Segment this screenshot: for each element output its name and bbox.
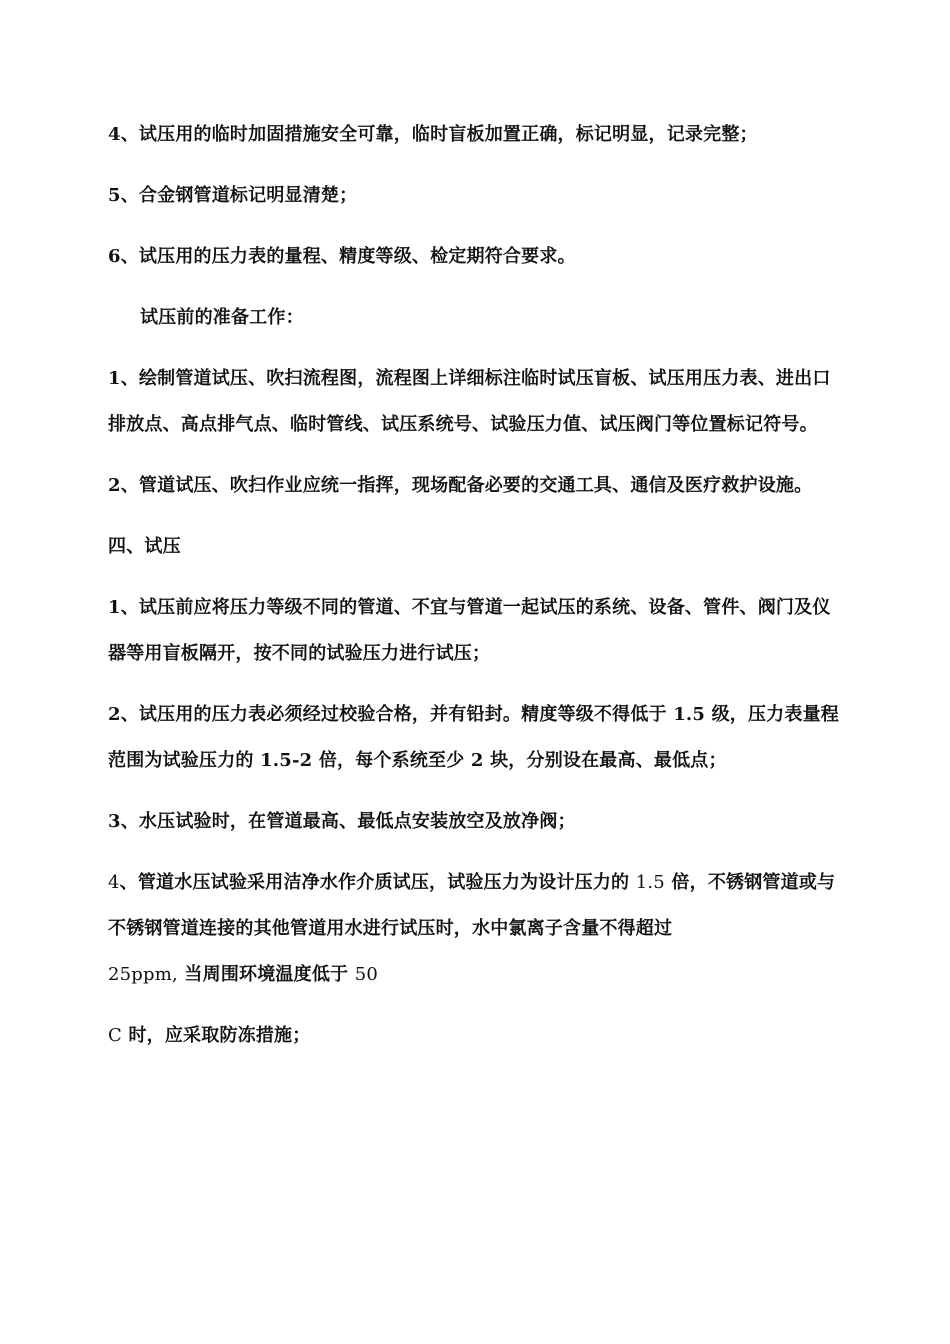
text-segment: 时，应采取防冻措施； — [121, 1025, 311, 1046]
prep-item-2-unified-command: 2、管道试压、吹扫作业应统一指挥，现场配备必要的交通工具、通信及医疗救护设施。 — [108, 475, 813, 496]
text-segment: 、管道水压试验采用洁净水作介质试压，试验压力为设计压力的 — [119, 872, 636, 893]
item-number: 4 — [108, 872, 120, 893]
test-item-4-hydrostatic-test — [108, 860, 844, 998]
section-heading-preparation: 试压前的准备工作： — [140, 307, 304, 328]
text-segment: 倍，不锈钢管道或与不锈钢管道连接的其他管道用水进行试压时，水中氯离子含量不得超过 — [108, 872, 836, 939]
test-item-4-continuation — [108, 1013, 844, 1059]
value-segment: 25ppm, — [108, 964, 178, 985]
test-item-1-isolation: 1、试压前应将压力等级不同的管道、不宜与管道一起试压的系统、设备、管件、阀门及仪器等用盲板隔开，按不同的试验压力进行试压； — [108, 597, 831, 664]
test-item-3-vent-drain-valves: 3、水压试验时，在管道最高、最低点安装放空及放净阀； — [108, 811, 576, 832]
item-4-temporary-reinforcement: 4、试压用的临时加固措施安全可靠，临时盲板加置正确，标记明显，记录完整； — [108, 124, 758, 145]
test-item-2-pressure-gauge: 2、试压用的压力表必须经过校验合格，并有铅封。精度等级不得低于 1.5 级，压力表量程范围为试验压力的 1.5-2 倍，每个系统至少 2 块，分别设在最高、最低点； — [108, 704, 839, 771]
value-segment: 1.5 — [635, 872, 665, 893]
item-5-alloy-steel-marking: 5、合金钢管道标记明显清楚； — [108, 185, 358, 206]
document-body — [108, 112, 844, 1074]
value-segment: C — [108, 1025, 122, 1046]
item-6-pressure-gauge-requirements: 6、试压用的压力表的量程、精度等级、检定期符合要求。 — [108, 246, 576, 267]
section-heading-pressure-test: 四、试压 — [108, 536, 181, 557]
value-segment: 50 — [354, 964, 378, 985]
text-segment: 当周围环境温度低于 — [177, 964, 355, 985]
prep-item-1-flow-diagram: 1、绘制管道试压、吹扫流程图，流程图上详细标注临时试压盲板、试压用压力表、进出口排放点、高点排气点、临时管线、试压系统号、试验压力值、试压阀门等位置标记符号。 — [108, 368, 831, 435]
